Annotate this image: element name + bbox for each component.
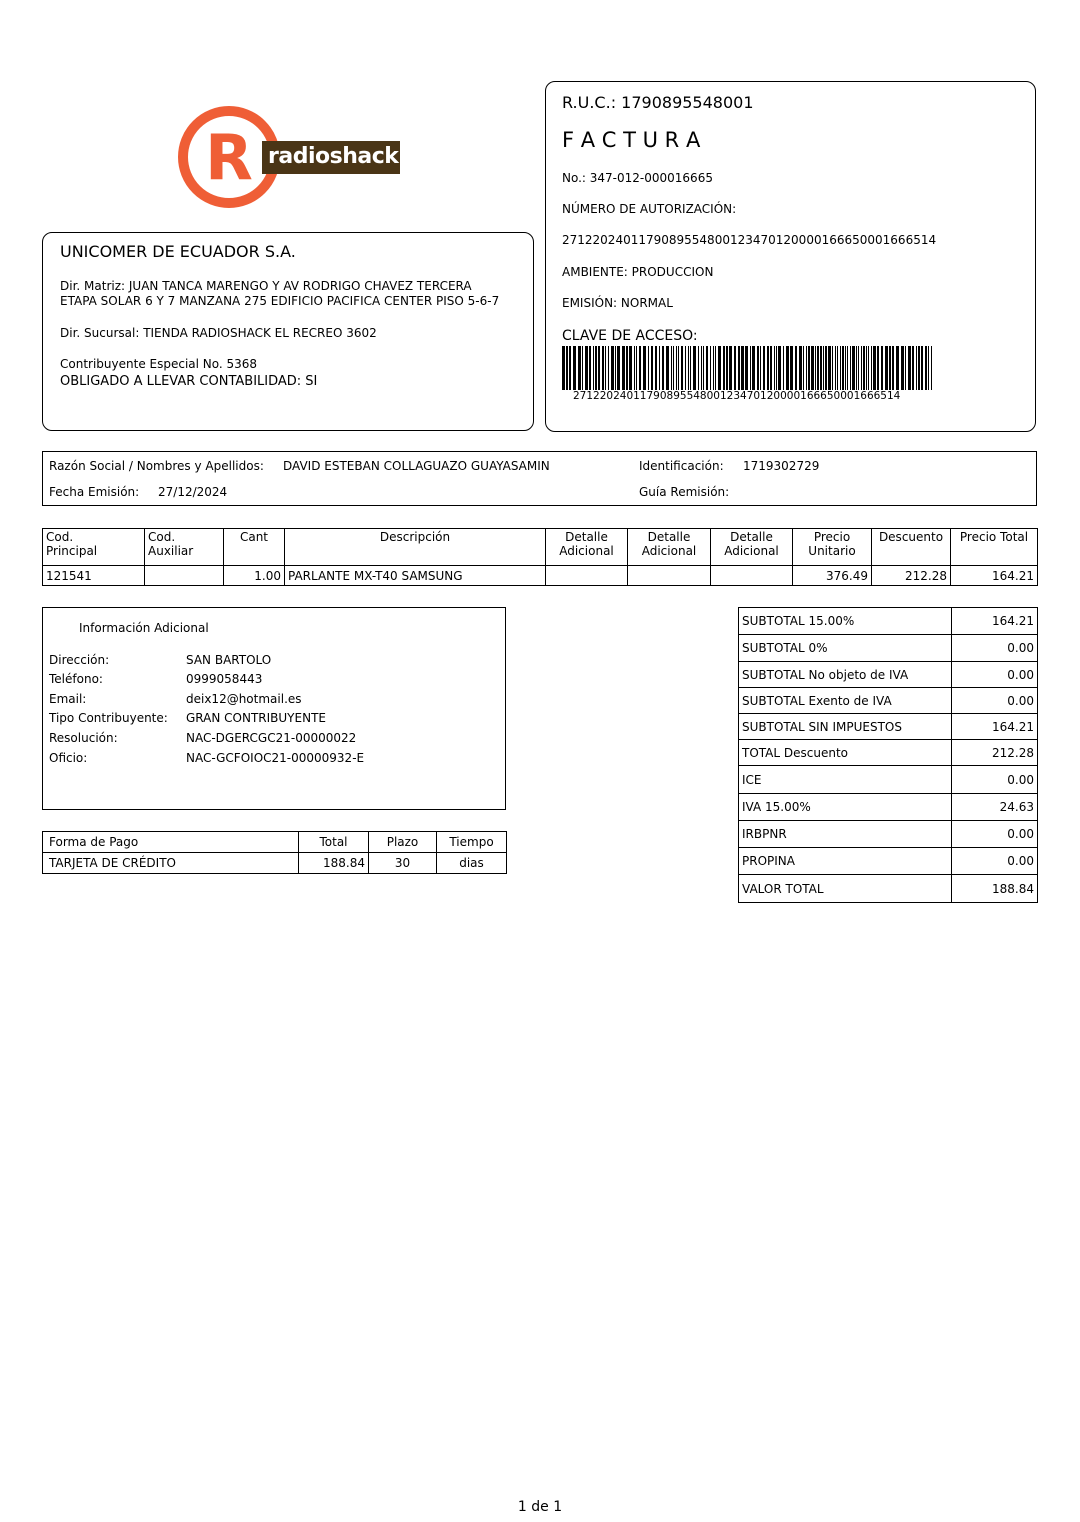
clave-number: 2712202401179089554800123470120000166650001666514 xyxy=(573,390,901,402)
barcode-bar xyxy=(611,346,614,390)
ambiente: AMBIENTE: PRODUCCION xyxy=(562,265,714,279)
payment-col-tiempo: Tiempo xyxy=(437,832,507,853)
barcode-bar xyxy=(629,346,632,390)
info-value: NAC-GCFOIOC21-00000932-E xyxy=(186,751,365,765)
table-row xyxy=(739,875,1038,903)
barcode-bar xyxy=(715,346,716,390)
barcode-bar xyxy=(582,346,583,390)
barcode-bar xyxy=(655,346,657,390)
payment-forma: TARJETA DE CRÉDITO xyxy=(43,853,299,874)
col-detalle-1: Detalle Adicional xyxy=(546,529,628,566)
barcode-bar xyxy=(871,346,872,390)
info-value: deix12@hotmail.es xyxy=(186,692,302,706)
barcode-bar xyxy=(634,346,635,390)
barcode-bar xyxy=(752,346,755,390)
total-value: 0.00 xyxy=(952,766,1038,794)
totals-table xyxy=(738,607,1038,903)
total-value: 0.00 xyxy=(952,662,1038,688)
cell-detalle-2 xyxy=(628,566,711,586)
total-value: 164.21 xyxy=(952,714,1038,740)
col-detalle-2: Detalle Adicional xyxy=(628,529,711,566)
clave-label: CLAVE DE ACCESO: xyxy=(562,328,698,344)
barcode-bar xyxy=(901,346,904,390)
issuer-box xyxy=(42,232,534,431)
payment-table xyxy=(42,831,507,874)
total-value: 188.84 xyxy=(952,875,1038,903)
total-label: IVA 15.00% xyxy=(739,794,952,821)
total-value: 212.28 xyxy=(952,740,1038,766)
payment-total: 188.84 xyxy=(299,853,369,874)
customer-name-label: Razón Social / Nombres y Apellidos: xyxy=(49,459,264,473)
table-row xyxy=(739,766,1038,794)
payment-plazo: 30 xyxy=(369,853,437,874)
barcode-bar xyxy=(774,346,775,390)
barcode-bar xyxy=(868,346,869,390)
total-label: SUBTOTAL No objeto de IVA xyxy=(739,662,952,688)
barcode-bar xyxy=(726,346,728,390)
cell-detalle-1 xyxy=(546,566,628,586)
barcode-bar xyxy=(671,346,672,390)
info-value: SAN BARTOLO xyxy=(186,653,272,667)
table-row xyxy=(739,794,1038,821)
barcode-bar xyxy=(636,346,637,390)
customer-id: 1719302729 xyxy=(743,459,820,473)
col-descripcion: Descripción xyxy=(285,529,546,566)
barcode-bar xyxy=(729,346,732,390)
barcode-bar xyxy=(723,346,725,390)
barcode-bar xyxy=(595,346,597,390)
barcode-bar xyxy=(889,346,891,390)
barcode-bar xyxy=(892,346,894,390)
col-cant: Cant xyxy=(224,529,285,566)
barcode-bar xyxy=(825,346,827,390)
barcode-bar xyxy=(815,346,816,390)
barcode-bar xyxy=(673,346,674,390)
barcode-bar xyxy=(569,346,571,390)
svg-text:R: R xyxy=(205,121,253,194)
items-header-row xyxy=(43,529,1038,566)
barcode-bar xyxy=(608,346,609,390)
barcode-bar xyxy=(921,346,923,390)
barcode-bar xyxy=(877,346,879,390)
barcode-bar xyxy=(770,346,772,390)
barcode-bar xyxy=(778,346,781,390)
barcode-bar xyxy=(757,346,759,390)
page-number: 1 de 1 xyxy=(517,1499,563,1515)
payment-col-forma: Forma de Pago xyxy=(43,832,299,853)
barcode-bar xyxy=(676,346,677,390)
col-precio-unitario: Precio Unitario xyxy=(793,529,872,566)
info-label: Dirección: xyxy=(49,653,110,667)
emision: EMISIÓN: NORMAL xyxy=(562,296,673,310)
barcode-bar xyxy=(885,346,888,390)
info-adicional-title: Información Adicional xyxy=(79,621,209,635)
info-label: Email: xyxy=(49,692,87,706)
auth-label: NÚMERO DE AUTORIZACIÓN: xyxy=(562,202,737,216)
barcode-bar xyxy=(912,346,914,390)
barcode-bar xyxy=(820,346,822,390)
issuer-contribuyente: Contribuyente Especial No. 5368 xyxy=(60,357,258,371)
barcode-bar xyxy=(718,346,721,390)
table-row xyxy=(739,608,1038,635)
col-precio-total: Precio Total xyxy=(951,529,1038,566)
barcode-bar xyxy=(856,346,857,390)
total-label: PROPINA xyxy=(739,848,952,875)
customer-name: DAVID ESTEBAN COLLAGUAZO GUAYASAMIN xyxy=(283,459,550,473)
table-row xyxy=(739,662,1038,688)
barcode-bar xyxy=(605,346,606,390)
barcode-bar xyxy=(852,346,855,390)
ruc: R.U.C.: 1790895548001 xyxy=(562,93,754,112)
barcode-bar xyxy=(562,346,565,390)
barcode-bar xyxy=(799,346,802,390)
barcode-bar xyxy=(741,346,744,390)
col-cod-auxiliar: Cod. Auxiliar xyxy=(145,529,224,566)
info-value: NAC-DGERCGC21-00000022 xyxy=(186,731,357,745)
barcode xyxy=(562,346,934,390)
barcode-bar xyxy=(837,346,838,390)
issuer-matriz-1: Dir. Matriz: JUAN TANCA MARENGO Y AV RODRIGO CHAVEZ TERCERA xyxy=(60,279,472,293)
table-row xyxy=(739,714,1038,740)
payment-col-total: Total xyxy=(299,832,369,853)
barcode-bar xyxy=(840,346,841,390)
barcode-bar xyxy=(795,346,797,390)
barcode-bar xyxy=(688,346,689,390)
barcode-bar xyxy=(589,346,591,390)
barcode-bar xyxy=(863,346,865,390)
barcode-bar xyxy=(850,346,851,390)
barcode-bar xyxy=(710,346,711,390)
barcode-bar xyxy=(861,346,862,390)
cell-cod-principal: 121541 xyxy=(43,566,145,586)
invoice-title: F A C T U R A xyxy=(562,128,701,152)
payment-col-plazo: Plazo xyxy=(369,832,437,853)
barcode-bar xyxy=(734,346,736,390)
barcode-bar xyxy=(659,346,660,390)
barcode-bar xyxy=(866,346,867,390)
barcode-bar xyxy=(566,346,568,390)
barcode-bar xyxy=(823,346,824,390)
issuer-obligado: OBLIGADO A LLEVAR CONTABILIDAD: SI xyxy=(60,374,318,389)
barcode-bar xyxy=(896,346,899,390)
info-label: Resolución: xyxy=(49,731,118,745)
barcode-bar xyxy=(835,346,836,390)
customer-box xyxy=(42,451,1037,506)
barcode-bar xyxy=(639,346,641,390)
barcode-bar xyxy=(643,346,646,390)
invoice-box xyxy=(545,81,1036,432)
barcode-bar xyxy=(908,346,911,390)
barcode-bar xyxy=(828,346,831,390)
barcode-bar xyxy=(808,346,810,390)
total-value: 0.00 xyxy=(952,688,1038,714)
col-detalle-3: Detalle Adicional xyxy=(711,529,793,566)
payment-tiempo: dias xyxy=(437,853,507,874)
barcode-bar xyxy=(598,346,600,390)
barcode-bar xyxy=(832,346,833,390)
barcode-bar xyxy=(602,346,604,390)
barcode-bar xyxy=(750,346,751,390)
cell-precio-unitario: 376.49 xyxy=(793,566,872,586)
date-value: 27/12/2024 xyxy=(158,485,228,499)
barcode-bar xyxy=(817,346,819,390)
barcode-bar xyxy=(881,346,883,390)
issuer-sucursal: Dir. Sucursal: TIENDA RADIOSHACK EL RECREO 3602 xyxy=(60,326,377,340)
barcode-bar xyxy=(811,346,814,390)
barcode-bar xyxy=(617,346,620,390)
info-adicional-box xyxy=(42,607,506,810)
barcode-bar xyxy=(713,346,714,390)
total-label: ICE xyxy=(739,766,952,794)
table-row xyxy=(739,635,1038,662)
payment-header-row xyxy=(43,832,507,853)
total-value: 24.63 xyxy=(952,794,1038,821)
barcode-bar xyxy=(648,346,649,390)
barcode-bar xyxy=(767,346,769,390)
barcode-bar xyxy=(760,346,761,390)
issuer-name: UNICOMER DE ECUADOR S.A. xyxy=(60,242,296,261)
barcode-bar xyxy=(790,346,793,390)
cell-cod-auxiliar xyxy=(145,566,224,586)
total-value: 0.00 xyxy=(952,635,1038,662)
barcode-bar xyxy=(842,346,844,390)
barcode-bar xyxy=(776,346,777,390)
barcode-bar xyxy=(925,346,927,390)
total-value: 0.00 xyxy=(952,848,1038,875)
barcode-bar xyxy=(738,346,740,390)
info-label: Teléfono: xyxy=(49,672,103,686)
col-cod-principal: Cod. Principal xyxy=(43,529,145,566)
customer-id-label: Identificación: xyxy=(639,459,724,473)
barcode-bar xyxy=(685,346,686,390)
cell-cant: 1.00 xyxy=(224,566,285,586)
table-row xyxy=(739,848,1038,875)
barcode-bar xyxy=(678,346,679,390)
barcode-bar xyxy=(931,346,932,390)
cell-descuento: 212.28 xyxy=(872,566,951,586)
table-row xyxy=(43,853,507,874)
barcode-bar xyxy=(847,346,848,390)
table-row xyxy=(43,566,1038,586)
barcode-bar xyxy=(703,346,704,390)
table-row xyxy=(739,740,1038,766)
cell-precio-total: 164.21 xyxy=(951,566,1038,586)
barcode-bar xyxy=(786,346,789,390)
table-row xyxy=(739,821,1038,848)
auth-number: 2712202401179089554800123470120000166650001666514 xyxy=(562,233,937,247)
barcode-bar xyxy=(615,346,616,390)
total-value: 164.21 xyxy=(952,608,1038,635)
barcode-bar xyxy=(651,346,653,390)
cell-detalle-3 xyxy=(711,566,793,586)
total-label: VALOR TOTAL xyxy=(739,875,952,903)
total-label: TOTAL Descuento xyxy=(739,740,952,766)
barcode-bar xyxy=(662,346,664,390)
barcode-bar xyxy=(845,346,846,390)
barcode-icon xyxy=(562,346,934,390)
info-value: 0999058443 xyxy=(186,672,263,686)
barcode-bar xyxy=(681,346,683,390)
items-table xyxy=(42,528,1038,586)
barcode-bar xyxy=(578,346,581,390)
barcode-bar xyxy=(573,346,576,390)
barcode-bar xyxy=(706,346,708,390)
barcode-bar xyxy=(928,346,929,390)
table-row xyxy=(739,688,1038,714)
barcode-bar xyxy=(783,346,784,390)
barcode-bar xyxy=(585,346,588,390)
barcode-bar xyxy=(858,346,859,390)
date-label: Fecha Emisión: xyxy=(49,485,140,499)
info-value: GRAN CONTRIBUYENTE xyxy=(186,711,326,725)
barcode-bar xyxy=(626,346,628,390)
barcode-bar xyxy=(918,346,920,390)
col-descuento: Descuento xyxy=(872,529,951,566)
total-label: SUBTOTAL SIN IMPUESTOS xyxy=(739,714,952,740)
barcode-bar xyxy=(803,346,804,390)
cell-descripcion: PARLANTE MX-T40 SAMSUNG xyxy=(285,566,546,586)
total-value: 0.00 xyxy=(952,821,1038,848)
barcode-bar xyxy=(690,346,691,390)
barcode-bar xyxy=(745,346,748,390)
total-label: IRBPNR xyxy=(739,821,952,848)
barcode-bar xyxy=(593,346,594,390)
barcode-bar xyxy=(916,346,917,390)
barcode-bar xyxy=(873,346,876,390)
barcode-bar xyxy=(622,346,625,390)
barcode-bar xyxy=(698,346,699,390)
barcode-bar xyxy=(701,346,702,390)
info-label: Oficio: xyxy=(49,751,88,765)
logo-wordmark: radioshack xyxy=(268,144,399,169)
barcode-bar xyxy=(905,346,906,390)
radioshack-logo xyxy=(176,103,402,213)
guia-label: Guía Remisión: xyxy=(639,485,730,499)
total-label: SUBTOTAL Exento de IVA xyxy=(739,688,952,714)
barcode-bar xyxy=(666,346,669,390)
total-label: SUBTOTAL 0% xyxy=(739,635,952,662)
barcode-bar xyxy=(763,346,765,390)
total-label: SUBTOTAL 15.00% xyxy=(739,608,952,635)
invoice-number: No.: 347-012-000016665 xyxy=(562,171,713,185)
barcode-bar xyxy=(806,346,807,390)
info-label: Tipo Contribuyente: xyxy=(49,711,168,725)
barcode-bar xyxy=(693,346,696,390)
issuer-matriz-2: ETAPA SOLAR 6 Y 7 MANZANA 275 EDIFICIO PACIFICA CENTER PISO 5-6-7 xyxy=(60,294,500,308)
